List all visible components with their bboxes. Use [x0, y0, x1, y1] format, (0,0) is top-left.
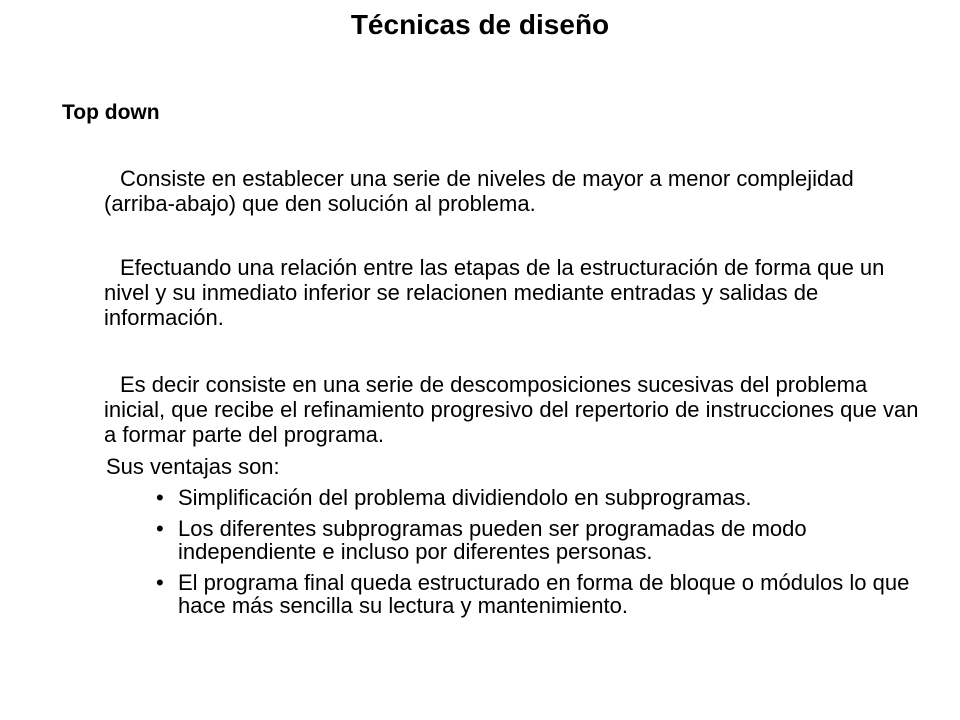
- list-item: [156, 486, 916, 509]
- paragraph-relation: Efectuando una relación entre las etapas de la estructuración de forma que un nivel y su inmediato inferior se relacionen mediante entradas y salidas de información.: [104, 255, 885, 330]
- list-item: [156, 517, 916, 563]
- advantages-list: [156, 486, 916, 625]
- bullet-icon: •: [156, 485, 164, 510]
- paragraph-definition: Consiste en establecer una serie de niveles de mayor a menor complejidad (arriba-abajo) que den solución al problema.: [104, 166, 854, 216]
- list-item-text: El programa final queda estructurado en forma de bloque o módulos lo que hace más sencilla su lectura y mantenimiento.: [178, 570, 910, 618]
- advantages-intro: Sus ventajas son:: [106, 454, 280, 479]
- bullet-icon: •: [156, 516, 164, 541]
- section-heading: Top down: [62, 101, 160, 124]
- bullet-icon: •: [156, 570, 164, 595]
- slide-title: Técnicas de diseño: [350, 9, 610, 40]
- list-item-text: Los diferentes subprogramas pueden ser programadas de modo independiente e incluso por diferentes personas.: [178, 516, 807, 564]
- list-item: [156, 571, 916, 617]
- list-item-text: Simplificación del problema dividiendolo en subprogramas.: [178, 485, 752, 510]
- paragraph-decomposition: Es decir consiste en una serie de descomposiciones sucesivas del problema inicial, que recibe el refinamiento progresivo del repertorio de instrucciones que van a formar parte del programa.: [104, 372, 919, 447]
